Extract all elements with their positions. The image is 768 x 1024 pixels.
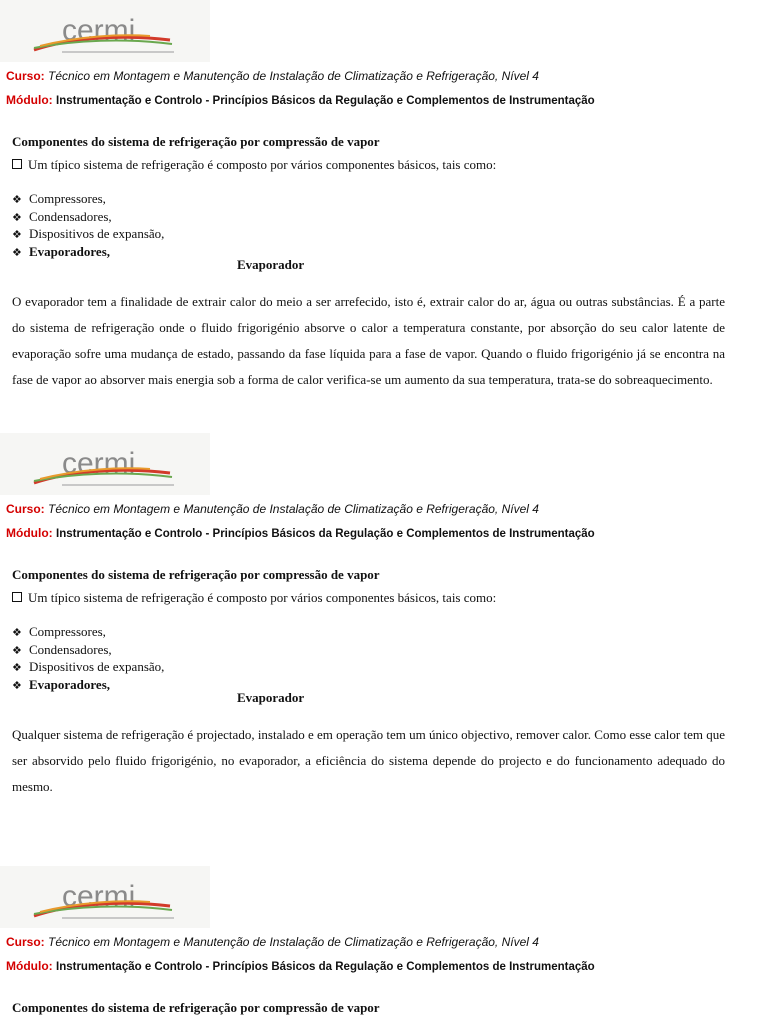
list-item: ❖ Compressores, — [12, 190, 164, 208]
list-item: ❖ Condensadores, — [12, 208, 164, 226]
component-list — [12, 190, 164, 260]
section-heading: Componentes do sistema de refrigeração por compressão de vapor — [12, 1000, 380, 1015]
course-label: Curso: — [6, 69, 45, 83]
intro-line — [12, 157, 496, 173]
svg-text:cermi: cermi — [62, 14, 136, 47]
checkbox-bullet-icon — [12, 159, 22, 169]
body-paragraph: O evaporador tem a finalidade de extrair calor do meio a ser arrefecido, isto é, extrair calor do ar, água ou outras substâncias. É a parte do sistema de refrigeração onde o fluido frigorigénio absorve o calor a temperatura constante, por absorção do seu calor latente de evaporação sofre uma mudança de estado, passando da fase líquida para a fase de vapor. Quando o fluido frigorigénio já se encontra na fase de vapor ao absorver mais energia sob a forma de calor verifica-se um aumento da sua temperatura, trata-se do sobreaquecimento. — [12, 294, 725, 387]
module-label: Módulo: — [6, 526, 53, 540]
module-label: Módulo: — [6, 93, 53, 107]
module-line — [6, 959, 595, 973]
course-value: Técnico em Montagem e Manutenção de Instalação de Climatização e Refrigeração, Nível 4 — [48, 935, 539, 949]
body-paragraph: Qualquer sistema de refrigeração é projectado, instalado e em operação tem um único objectivo, remover calor. Como esse calor tem que ser absorvido pelo fluido frigorigénio, no evaporador, a eficiência do sistema depende do projecto e do funcionamento adequado do mesmo. — [12, 727, 725, 794]
cermi-logo — [0, 866, 210, 928]
diamond-bullet-icon: ❖ — [12, 245, 22, 259]
course-value: Técnico em Montagem e Manutenção de Instalação de Climatização e Refrigeração, Nível 4 — [48, 502, 539, 516]
section-heading: Componentes do sistema de refrigeração por compressão de vapor — [12, 134, 380, 149]
section-heading: Componentes do sistema de refrigeração por compressão de vapor — [12, 567, 380, 582]
svg-text:cermi: cermi — [62, 880, 136, 913]
list-item: ❖ Compressores, — [12, 623, 164, 641]
module-value: Instrumentação e Controlo - Princípios Básicos da Regulação e Complementos de Instrumentação — [56, 95, 595, 107]
list-item: ❖ Dispositivos de expansão, — [12, 658, 164, 676]
module-line — [6, 526, 595, 540]
list-item: ❖ Condensadores, — [12, 641, 164, 659]
diamond-bullet-icon: ❖ — [12, 210, 22, 224]
diamond-bullet-icon: ❖ — [12, 193, 22, 206]
module-label: Módulo: — [6, 959, 53, 973]
diamond-bullet-icon: ❖ — [12, 228, 22, 241]
diamond-bullet-icon: ❖ — [12, 678, 22, 692]
cermi-logo — [0, 0, 210, 62]
course-line — [6, 502, 539, 516]
cermi-logo — [0, 433, 210, 495]
checkbox-bullet-icon — [12, 592, 22, 602]
course-label: Curso: — [6, 502, 45, 516]
intro-text: Um típico sistema de refrigeração é composto por vários componentes básicos, tais como: — [28, 590, 497, 605]
course-line — [6, 935, 539, 949]
diamond-bullet-icon: ❖ — [12, 626, 22, 639]
evaporator-subtitle: Evaporador — [237, 257, 305, 272]
list-item: ❖ Dispositivos de expansão, — [12, 225, 164, 243]
course-label: Curso: — [6, 935, 45, 949]
diamond-bullet-icon: ❖ — [12, 661, 22, 674]
intro-text: Um típico sistema de refrigeração é composto por vários componentes básicos, tais como: — [28, 157, 497, 172]
module-line — [6, 93, 595, 107]
course-value: Técnico em Montagem e Manutenção de Instalação de Climatização e Refrigeração, Nível 4 — [48, 69, 539, 83]
svg-text:cermi: cermi — [62, 447, 136, 480]
list-item: ❖ Evaporadores, — [12, 676, 164, 694]
intro-line — [12, 590, 496, 606]
list-item: ❖ Evaporadores, — [12, 243, 164, 261]
module-value: Instrumentação e Controlo - Princípios Básicos da Regulação e Complementos de Instrumentação — [56, 528, 595, 540]
component-list — [12, 623, 164, 693]
course-line — [6, 69, 539, 83]
diamond-bullet-icon: ❖ — [12, 643, 22, 657]
module-value: Instrumentação e Controlo - Princípios Básicos da Regulação e Complementos de Instrumentação — [56, 961, 595, 973]
evaporator-subtitle: Evaporador — [237, 690, 305, 705]
